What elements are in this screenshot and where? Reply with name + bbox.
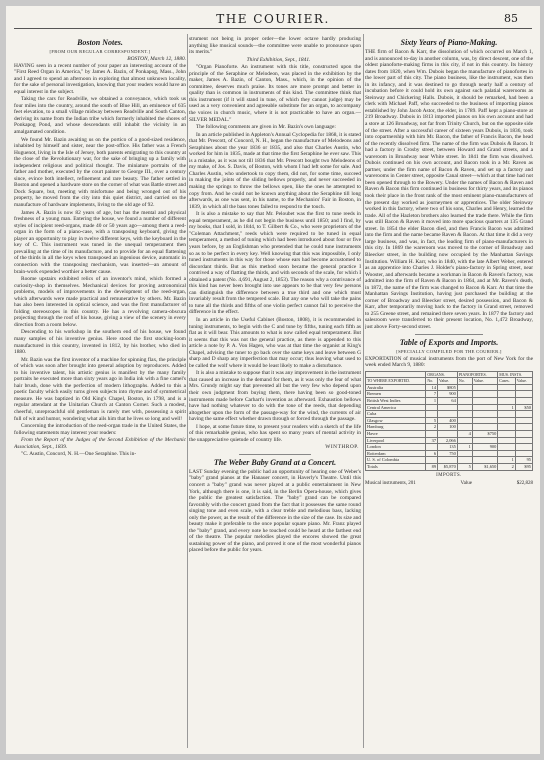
value-cell bbox=[472, 391, 497, 398]
value-cell bbox=[457, 404, 472, 411]
value-cell bbox=[498, 417, 515, 424]
report-citation: From the Report of the Judges of the Second Exhibition of the Mechanic Association, Sept., 1839. bbox=[14, 437, 186, 450]
destination-cell: Central America bbox=[366, 404, 426, 411]
destination-cell: Bremen bbox=[366, 391, 426, 398]
column-header: No. bbox=[457, 378, 472, 385]
table-row bbox=[366, 430, 533, 437]
value-cell bbox=[457, 437, 472, 444]
table-row bbox=[366, 437, 533, 444]
value-cell bbox=[472, 437, 497, 444]
table-column-header bbox=[366, 378, 533, 385]
value-cell bbox=[472, 450, 497, 457]
value-cell bbox=[457, 384, 472, 391]
destination-cell: London bbox=[366, 444, 426, 451]
table-title: Table of Exports and Imports. bbox=[399, 337, 499, 347]
article-subtitle: [FROM OUR REGULAR CORRESPONDENT.] bbox=[49, 49, 151, 54]
table-row bbox=[366, 444, 533, 451]
column-three bbox=[365, 36, 533, 748]
table-body bbox=[366, 384, 533, 470]
value-cell bbox=[426, 444, 438, 451]
value-cell bbox=[457, 411, 472, 418]
table-row bbox=[366, 411, 533, 418]
value-cell bbox=[472, 384, 497, 391]
value-cell: 1 bbox=[498, 457, 515, 464]
column-header: Value. bbox=[515, 378, 532, 385]
value-cell: 37 bbox=[426, 437, 438, 444]
table-corner bbox=[366, 371, 426, 378]
paragraph: I hope, at some future time, to present your readers with a sketch of the life of this remarkable genius, who has spent so many years of mental activity in the unappreciative quietude of country life. bbox=[189, 423, 361, 443]
paragraph: Descending to his workshop in the southern end of his house, we found many samples of his inventive genius. Here stood the first stocking-loom manufactured in this country, invented in 1812, by his brother, who died in 1880. bbox=[14, 329, 186, 356]
column-header: No. bbox=[426, 378, 438, 385]
destination-cell: U. S. of Colombia bbox=[366, 457, 426, 464]
imports-label: IMPORTS. bbox=[436, 472, 462, 478]
value-cell bbox=[426, 411, 438, 418]
value-cell: $5,870 bbox=[438, 463, 458, 470]
value-cell: 89 bbox=[426, 463, 438, 470]
table-row bbox=[366, 384, 533, 391]
value-cell: 64 bbox=[438, 397, 458, 404]
value-cell bbox=[498, 437, 515, 444]
value-cell bbox=[515, 384, 532, 391]
dateline: BOSTON, March 12, 1880. bbox=[127, 56, 186, 62]
paragraph: "C. Austin, Concord, N. H.—One Seraphine. This in- bbox=[21, 451, 137, 458]
value-cell: 95 bbox=[515, 457, 532, 464]
imports-value-prefix: Value bbox=[460, 481, 472, 487]
value-cell bbox=[498, 397, 515, 404]
value-cell bbox=[472, 404, 497, 411]
value-cell: 2 bbox=[498, 463, 515, 470]
paragraph: THE firm of Bacon & Karr, the dissolution of which occurred on March 1, and is announced to-day in another column, was, by direct descent, one of the oldest pianoforte-making firms in this city, if not in this country. Its history dates from 1820, when Wm. Dubois began the manufacture of pianofortes in the lower part of this city. The piano business, like the instrument, was then in its infancy, and it was destined to go through nearly half a century of incubation before it could hold its own against such palatial warerooms as Steinway and Chickering Halls. Dubois, it should be remarked, had been a clerk with Michael Paff, who succeeded to the business of importing pianos established by John Jacob Astor, the elder, in 1789. Paff kept a piano-store at 219 Broadway. Dubois in 1813 imported pianos on his own account and had a store at 126 Broadway, not far from Trinity Church, but on the opposite side of the street. After a successful career of sixteen years Dubois, in 1836, took into copartnership with him Mr. Bacon, the father of Francis Bacon, the head of the recently dissolved firm. The name of the firm was Dubois & Bacon. It had a factory in Crosby street, between Howard and Grand streets, and a wareroom in Broadway near White street. In 1841 the firm was dissolved. Dubois continued on his own account, and Bacon took in a Mr. Raven as partner, under the firm name of Bacon & Raven, and set up a factory and warerooms in Center street, opposite Canal street—which at that time had not been opened through to the Bowery. Under the names of Bacon & Raven and Raven & Bacon this firm continued in business for thirty years, and its pianos took their place in the front rank of the most eminent piano-manufacturers of the present day worked as journeymen or apprentices. The older Steinway worked in this factory, where two of his sons, Charles and Henry, learned the trade. All of the Hazleton brothers also learned the trade there. While the firm was still Bacon & Raven it moved into more spacious quarters at 135 Grand street. In 1854 the elder Bacon died, and then Francis Bacon was admitted into the firm and the name became Raven & Bacon. At that time it did a very large business, and was, in fact, the leading firm of piano-manufacturers in this city. In 1869 the wareroom was moved to the corner of Broadway and Bleecker street, in the building now occupied by the Manhattan Savings Institution. William H. Karr, who in 1840, with the late Albert Weber, entered as an apprentice into Charles J. Holder's piano-factory in Spring street, near Wooster, and afterwards became a workman in Bacon & Raven's factory, was admitted into the firm of Raven & Bacon in 1864, and at Mr. Raven's death, in 1872, the name of the firm was changed to Bacon & Karr. At that time the Manhattan Savings Institution, having just purchased the building at the corner of Broadway and Bleecker street, desired possession, and Bacon & Karr, after temporarily moving back to the factory in Grand street, removed to 255 Greene street, and remained there seven years. In 1877 the factory and salesroom were transferred to their present location, No. 1,472 Broadway, just above Forty-second street. bbox=[365, 49, 533, 330]
value-cell: 900 bbox=[472, 444, 497, 451]
column-boston-notes bbox=[14, 36, 186, 748]
paragraph: LAST Sunday evening the public had an opportunity of hearing one of Weber's "baby" grand pianos at the Hanauer concert, in Haverly's Theatre. Until this concert a "baby" grand was never played at a public entertainment in New York, although there is one, it is said, in the Berlin Opera-house, which gives the public the greatest satisfaction. The "baby" grand can be compared favorably with the concert grand from the fact that it possesses the same round singing tone and even scale, with a clear treble and melodious bass, lacking only the power, as the result of the difference in the size of the case. Its size and beauty make it preferable to the once popular square piano. Mr. Franz played the "baby" grand, and every note he touched could be heard at the farthest end of the theatre. The popular melodies played the encores showed the great sustaining power of the piano, and proved it one of the most wonderful pianos placed before the public for years. bbox=[189, 468, 361, 554]
page-number: 85 bbox=[504, 12, 518, 25]
value-cell: $95 bbox=[515, 463, 532, 470]
value-cell bbox=[472, 417, 497, 424]
column-header: Value. bbox=[472, 378, 497, 385]
section-rule bbox=[239, 454, 311, 455]
running-header bbox=[6, 6, 540, 32]
value-cell bbox=[515, 424, 532, 431]
destination-cell: Havre bbox=[366, 430, 426, 437]
table-totals-row bbox=[366, 463, 533, 470]
imports-row bbox=[365, 481, 533, 488]
table-intro: EXPORTATION of musical instruments from the port of New York for the week ended March 9, 1880: bbox=[365, 355, 533, 369]
paragraph: In an article published in Appleton's Annual Cyclopedia for 1868, it is stated that Mr. Prescott, of Concord, N. H., began the manufacture of Melodeons and Seraphines about the year 1836 or 1835, and also that Charles Austin, who worked for him in 1835, made at that time the first Seraphine he ever saw. This is a mistake, as it was not till 1836 that Mr. Prescott bought two Melodeons of my make, of Jos. S. Davis, of Boston, with whom I had left some for sale. And Charles Austin, who undertook to copy them, did not, for some time, succeed in making the joints of the sliding bellows properly, and never succeeded in making the springs to throw the bellows open, like the ones he attempted to copy from. And he could not be known anything about the Seraphine till long afterwards, as one was sent, in his name, to the Mechanics' Fair in Boston, in 1839, in which all the bass tones failed to respond to the touch. bbox=[189, 131, 361, 210]
value-cell bbox=[426, 430, 438, 437]
value-cell: 2,066 bbox=[438, 437, 458, 444]
value-cell: $750 bbox=[472, 430, 497, 437]
destination-cell: Hamburg bbox=[366, 424, 426, 431]
value-cell: 7 bbox=[426, 391, 438, 398]
article-title: Sixty Years of Piano-Making. bbox=[400, 38, 498, 47]
exhibition-citation: Third Exhibition, Sept., 1841. bbox=[246, 56, 311, 63]
group-header: PIANOFORTES. bbox=[457, 371, 497, 378]
value-cell bbox=[457, 424, 472, 431]
value-cell bbox=[498, 411, 515, 418]
value-cell bbox=[515, 450, 532, 457]
imports-value: $22,828 bbox=[516, 481, 533, 487]
value-cell: $1,650 bbox=[472, 463, 497, 470]
value-cell: $50 bbox=[515, 404, 532, 411]
column-header: TO WHERE EXPORTED. bbox=[366, 378, 426, 385]
value-cell: 100 bbox=[438, 424, 458, 431]
table-row bbox=[366, 424, 533, 431]
value-cell: 6 bbox=[426, 450, 438, 457]
destination-cell: Glasgow bbox=[366, 417, 426, 424]
value-cell: 135 bbox=[438, 444, 458, 451]
destination-cell: Australia bbox=[366, 384, 426, 391]
paragraph: We found Mr. Bazin awaiting us on the portico of a good-sized residence, inhabited by himself and sister, near the post-office. His father was a French Huguenot, living in the Isle of Jersey, both parents emigrating to this country at the close of the Revolutionary war, for the sake of bringing up a family with independent religious and political thought. The miniature portraits of the father and mother, executed by the court painter to George III., over a century since, evince both intellect, refinement and rare beauty. The father settled in Boston and opened a hardware store on the corner of what was Battle street and Dock Square, but, meeting with misfortune and being wronged out of his property, he moved from the city into this quiet district, and carried on the manufacture of hardware implements, living to the old age of 92. bbox=[14, 136, 186, 209]
paragraph: In an article in the Useful Cabinet (Boston, 1808), it is recommended in tuning instruments, to begin with the C and tune by fifths, tuning each fifth as flat as it will bear. This amounts to what is now called equal temperament. But it seems that this was not the general practice, as there is appended to this article a note by P. A. Von Hagen, who was at that time the organist at King's Chapel, advising the tuner to go back over the same keys and leave between G sharp and D sharp any imperfection that may occur; thus leaving what used to be called the wolf where it would be least likely to make a disturbance. bbox=[189, 316, 361, 369]
paragraph: It is also a mistake to suppose that it was any improvement in the instrument that caused an increase in the demand for them, as it was only the fear of what Mrs. Grundy might say that prevented all but the very few who depend upon their own judgment from buying them, there having been so good-toned instruments made before Carhart's invention as afterward. Exhaustion bellows have had nothing whatever to do with the tone of the reeds, that depending altogether upon the form of the passage-way for the wind, the currents of air having the same effect whether drawn through or forced through the passage. bbox=[189, 370, 361, 423]
table-row bbox=[366, 417, 533, 424]
table-row bbox=[366, 450, 533, 457]
imports-section bbox=[365, 473, 533, 480]
value-cell: 1 bbox=[426, 397, 438, 404]
paragraph: James A. Bazin is now 82 years of age, but has the mental and physical freshness of a young man. Entering the house, we found a number of different styles of incipient reed-organs, made 40 or 50 years ago—among them a reed-organ in the form of a piano-case, with a transposing keyboard, giving the player an opportunity to play in twelve different keys, with the keyboard in the key of C. This instrument was tuned in the unequal temperament then prevailing at the time of its manufacture, and to provide for an equal flattening of the thirds in all the keys when transposed an ingenious device, automatic in connection with the transposing mechanism, was inserted—an amount of brain-work expended worthier a better cause. bbox=[14, 209, 186, 275]
destination-cell: Liverpool bbox=[366, 437, 426, 444]
paragraph: It is also a mistake to say that Mr. Peloubet was the first to tune reeds in equal temperament, as he did not begin the business until 1850; and I find, by my books, that I sold, in 1844, to T. Gilbert & Co., who were proprietors of the "Coleman Attachment," reeds which were required to be tuned in equal temperament, a method of tuning which had been introduced about four or five years before, by an Englishman who pretended that he could tune instruments so as to be perfect in every key. Well knowing that this was impossible, I only tuned instruments in this way for those whose ears had become accustomed to discordant thirds. But as this method soon became the general practice I contrived a way of flatting the thirds, and with seconds of the scale, for which I obtained a patent (No. 4,691, August 2, 1853). The reason why a contrivance of this kind has never been brought into use appears to be that very few persons can distinguish the difference between a true third and one which must invariably result from the tempered scale. But any one who will take the pains to tune all the thirds and fifths of one violin perfect cannot fail to perceive the difference in the effect. bbox=[189, 211, 361, 316]
column-two bbox=[189, 36, 361, 748]
value-cell bbox=[515, 444, 532, 451]
value-cell bbox=[498, 384, 515, 391]
column-header: Cases. bbox=[498, 378, 515, 385]
exports-table bbox=[365, 371, 533, 471]
value-cell: 1 bbox=[498, 404, 515, 411]
value-cell bbox=[472, 457, 497, 464]
value-cell: 14 bbox=[426, 384, 438, 391]
paragraph: Concerning the introduction of the reed-organ trade in the United States, the following statements may interest your readers: bbox=[14, 423, 186, 436]
destination-cell: Totals bbox=[366, 463, 426, 470]
value-cell bbox=[438, 411, 458, 418]
value-cell: 400 bbox=[438, 417, 458, 424]
table-row bbox=[366, 391, 533, 398]
masthead-title: THE COURIER. bbox=[216, 12, 330, 26]
value-cell bbox=[498, 444, 515, 451]
value-cell bbox=[498, 430, 515, 437]
imports-description: Musical instruments, 201 bbox=[365, 481, 416, 487]
column-divider bbox=[187, 34, 188, 748]
value-cell: 4 bbox=[457, 430, 472, 437]
value-cell bbox=[515, 417, 532, 424]
table-row bbox=[366, 397, 533, 404]
table-subtitle: [SPECIALLY COMPILED FOR THE COURIER.] bbox=[396, 348, 502, 354]
paragraph: Taking the cars for Readville, we obtained a conveyance, which took us four miles into the country, around the south of Blue Hill, an eminence of 635 feet elevation, to a small village midway between Readville and South Canton, deriving its name from the Indian tribe which formerly inhabited the shores of Ponkapog Pond, and whose descendants still inhabit the vicinity in an amalgamated condition. bbox=[14, 96, 186, 136]
value-cell bbox=[438, 457, 458, 464]
value-cell bbox=[426, 404, 438, 411]
table-row bbox=[366, 404, 533, 411]
table-row bbox=[366, 457, 533, 464]
value-cell bbox=[515, 430, 532, 437]
value-cell: 1 bbox=[457, 444, 472, 451]
destination-cell: Cuba bbox=[366, 411, 426, 418]
value-cell bbox=[457, 391, 472, 398]
paragraph: strument not being in proper order—the lower octave hardly producing anything like musical sounds—the committee were unable to pronounce upon its merits." bbox=[189, 36, 361, 56]
value-cell bbox=[457, 450, 472, 457]
value-cell bbox=[472, 411, 497, 418]
value-cell bbox=[472, 397, 497, 404]
column-divider bbox=[363, 34, 364, 748]
group-header: ORGANS. bbox=[426, 371, 457, 378]
newspaper-page bbox=[6, 6, 540, 754]
column-header: Value. bbox=[438, 378, 458, 385]
article-title: The Weber Baby Grand at a Concert. bbox=[213, 457, 337, 467]
header-rule bbox=[14, 28, 532, 29]
paragraph: Roome upstairs exhibited relics of an inventor's mind, which formed a curiosity-shop in themselves. Mechanical devices for proving astronomical problems, models of improvements in the development of the reed-organ, which afterwards were made practical and remunerative by others. Mr. Bazin has also been interested in optical science, and was the first manufacturer of folding stereoscopes in this country. He has a revolving camera-obscura projecting through the roof of his house, giving a view of the scenery in every direction from a room below. bbox=[14, 276, 186, 328]
group-header: MUS. INSTS. bbox=[498, 371, 533, 378]
value-cell bbox=[498, 450, 515, 457]
value-cell: 5 bbox=[426, 417, 438, 424]
value-cell bbox=[457, 457, 472, 464]
value-cell bbox=[498, 424, 515, 431]
paragraph: HAVING seen in a recent number of your paper an interesting account of the "First Reed Organ in America," by James A. Bazin, of Ponkapog, Mass., John and I agreed to spend an afternoon in exploring that almost unknown locality, for the sake of personal investigation, knowing that your readers would have an equal interest in the subject. bbox=[14, 62, 186, 95]
table-group-header bbox=[366, 371, 533, 378]
paragraph: The following comments are given in Mr. Bazin's own language: bbox=[196, 124, 336, 131]
destination-cell: British West Indies bbox=[366, 397, 426, 404]
value-cell bbox=[515, 391, 532, 398]
value-cell: $805 bbox=[438, 384, 458, 391]
value-cell bbox=[457, 397, 472, 404]
signature: WINTHROP. bbox=[325, 444, 359, 451]
value-cell bbox=[498, 391, 515, 398]
value-cell bbox=[438, 404, 458, 411]
value-cell bbox=[515, 397, 532, 404]
article-title: Boston Notes. bbox=[77, 38, 123, 47]
destination-cell: Rotterdam bbox=[366, 450, 426, 457]
section-rule bbox=[415, 334, 483, 335]
paragraph: "Organ Pianoforte. An instrument with this title, constructed upon the principle of the Seraphine or Melodeon, was placed in the exhibition by the maker, James A. Bazin, of Canton, Mass., which, in the opinion of the committee, deserves much praise. Its tones are more prompt and better in quality than is common in instruments of this kind. The committee think that this instrument (if it will stand in tune, of which they cannot judge) may be used as a very convenient and agreeable substitute for an organ, to accompany the voices in church music, where it is not practicable to have an organ.—SILVER MEDAL." bbox=[189, 64, 361, 123]
value-cell: 5 bbox=[457, 463, 472, 470]
paragraph: Mr. Bazin was the first inventor of a machine for spinning flax, the principle of which was soon after brought into general adoption by reproducers. Added to his inventive talent, his artistic genius is manifest by the many family portraits he executed more than sixty years ago in India ink with a fine camel's hair brush, done with the perfection of modern lithographs. Added to this a poetic faculty which easily turns given subjects into rhyme and of symmetrical measure. He was baptized in Old King's Chapel, Boston, in 1798, and is a regular attendant at the Unitarian Church at Canton Corner. Such a modest, cheerful, unreproachful old gentleman is rarely met with, possessing a spirit full of wit and humor, wondering what ails him that he lives so long and well! bbox=[14, 356, 186, 422]
value-cell bbox=[515, 437, 532, 444]
value-cell bbox=[472, 424, 497, 431]
value-cell bbox=[515, 411, 532, 418]
value-cell bbox=[438, 430, 458, 437]
value-cell bbox=[426, 457, 438, 464]
value-cell: 750 bbox=[438, 450, 458, 457]
value-cell: 2 bbox=[426, 424, 438, 431]
value-cell bbox=[457, 417, 472, 424]
value-cell: 900 bbox=[438, 391, 458, 398]
